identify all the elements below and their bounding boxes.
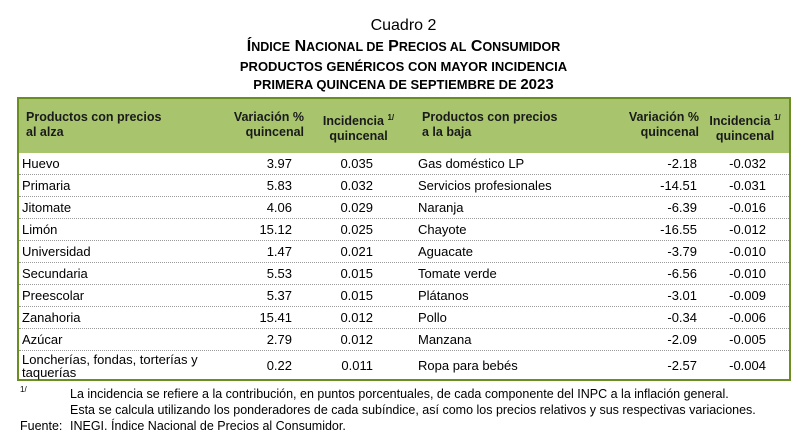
incidence-table xyxy=(17,97,791,381)
row-up-incidence: 0.025 xyxy=(340,222,373,237)
row-down-incidence: -0.010 xyxy=(729,244,766,259)
table-row xyxy=(19,241,789,263)
row-up-variation: 0.22 xyxy=(266,358,292,373)
row-down-variation: -2.09 xyxy=(667,332,697,347)
row-down-incidence: -0.012 xyxy=(729,222,766,237)
row-up-product: Preescolar xyxy=(22,288,85,303)
document-subtitle: PRODUCTOS GENÉRICOS CON MAYOR INCIDENCIA xyxy=(239,59,568,74)
row-down-incidence: -0.005 xyxy=(729,332,766,347)
row-down-product: Tomate verde xyxy=(418,266,497,281)
row-up-variation: 1.47 xyxy=(266,244,292,259)
row-down-variation: -3.79 xyxy=(667,244,697,259)
row-down-product: Servicios profesionales xyxy=(418,178,552,193)
row-up-product: Universidad xyxy=(22,244,91,259)
row-up-product: Limón xyxy=(22,222,58,237)
row-down-incidence: -0.032 xyxy=(729,156,766,171)
row-down-incidence: -0.006 xyxy=(729,310,766,325)
row-down-product: Manzana xyxy=(418,332,472,347)
row-down-product: Aguacate xyxy=(418,244,473,259)
row-up-variation: 15.41 xyxy=(259,310,292,325)
table-row xyxy=(19,307,789,329)
row-up-incidence: 0.012 xyxy=(340,332,373,347)
table-row xyxy=(19,197,789,219)
footnote-mark: 1/ xyxy=(20,385,27,394)
row-up-variation: 4.06 xyxy=(266,200,292,215)
row-down-variation: -16.55 xyxy=(660,222,697,237)
row-up-incidence: 0.032 xyxy=(340,178,373,193)
row-up-variation: 15.12 xyxy=(259,222,292,237)
row-up-product: Primaria xyxy=(22,178,71,193)
period-line: PRIMERA QUINCENA DE SEPTIEMBRE DE 2023 xyxy=(253,76,554,93)
row-up-incidence: 0.012 xyxy=(340,310,373,325)
row-down-variation: -0.34 xyxy=(667,310,697,325)
header-up-product: Productos con precios al alza xyxy=(26,110,162,139)
row-down-incidence: -0.016 xyxy=(729,200,766,215)
row-up-variation: 2.79 xyxy=(266,332,292,347)
row-down-product: Naranja xyxy=(418,200,464,215)
header-down-product: Productos con precios a la baja xyxy=(422,110,558,139)
table-row xyxy=(19,153,789,175)
row-up-product: Zanahoria xyxy=(22,310,81,325)
row-down-product: Ropa para bebés xyxy=(418,358,518,373)
row-up-incidence: 0.029 xyxy=(340,200,373,215)
row-down-variation: -6.39 xyxy=(667,200,697,215)
row-down-variation: -6.56 xyxy=(667,266,697,281)
row-down-product: Pollo xyxy=(418,310,447,325)
row-up-product: Secundaria xyxy=(22,266,88,281)
header-up-incidence: Incidencia $^{1/}$ quincenal xyxy=(322,113,395,144)
row-down-incidence: -0.009 xyxy=(729,288,766,303)
header-down-variation: Variación % quincenal xyxy=(628,110,699,139)
row-down-variation: -2.18 xyxy=(667,156,697,171)
row-up-variation: 3.97 xyxy=(266,156,292,171)
header-up-variation: Variación % quincenal xyxy=(233,110,304,139)
row-up-variation: 5.37 xyxy=(266,288,292,303)
row-up-incidence: 0.015 xyxy=(340,266,373,281)
row-up-product: Loncherías, fondas, torterías y taquerías xyxy=(22,352,198,380)
document-title: ÍNDICE NACIONAL DE PRECIOS AL CONSUMIDOR xyxy=(246,38,561,55)
row-down-incidence: -0.004 xyxy=(729,358,766,373)
row-up-variation: 5.53 xyxy=(266,266,292,281)
row-down-product: Gas doméstico LP xyxy=(418,156,525,171)
row-down-variation: -14.51 xyxy=(660,178,697,193)
row-down-variation: -3.01 xyxy=(667,288,697,303)
row-up-product: Jitomate xyxy=(22,200,72,215)
row-down-incidence: -0.010 xyxy=(729,266,766,281)
table-row xyxy=(19,351,789,379)
cuadro-label: Cuadro 2 xyxy=(370,17,437,34)
row-up-product: Azúcar xyxy=(22,332,63,347)
footnote-line-2: Esta se calcula utilizando los ponderadores de cada subíndice, así como los precios relativos y sus respectivas variaciones. xyxy=(70,403,756,417)
table-row xyxy=(19,285,789,307)
table-row xyxy=(19,329,789,351)
header-down-incidence: Incidencia $^{1/}$ quincenal xyxy=(709,113,781,144)
row-down-product: Chayote xyxy=(418,222,467,237)
table-row xyxy=(19,219,789,241)
row-down-variation: -2.57 xyxy=(667,358,697,373)
table-header xyxy=(19,99,789,153)
source-label: Fuente: xyxy=(20,419,63,433)
row-down-incidence: -0.031 xyxy=(729,178,766,193)
row-up-product: Huevo xyxy=(22,156,60,171)
table-row xyxy=(19,175,789,197)
source-text: INEGI. Índice Nacional de Precios al Consumidor. xyxy=(70,419,346,433)
row-down-product: Plátanos xyxy=(418,288,469,303)
row-up-incidence: 0.035 xyxy=(340,156,373,171)
row-up-incidence: 0.015 xyxy=(340,288,373,303)
table-row xyxy=(19,263,789,285)
row-up-variation: 5.83 xyxy=(266,178,292,193)
row-up-incidence: 0.011 xyxy=(341,358,373,373)
row-up-incidence: 0.021 xyxy=(340,244,373,259)
footnote-line-1: La incidencia se refiere a la contribución, en puntos porcentuales, de cada componente del INPC a la inflación general. xyxy=(70,387,729,401)
